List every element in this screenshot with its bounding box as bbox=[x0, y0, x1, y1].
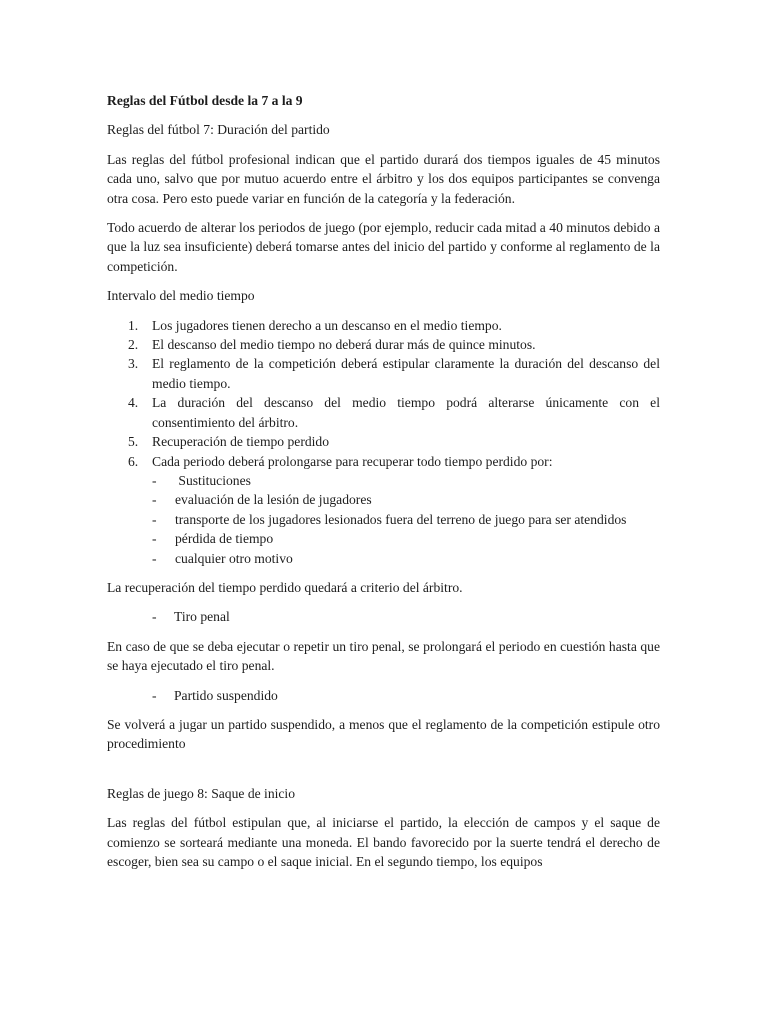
section-7-paragraph-4: En caso de que se deba ejecutar o repetir un tiro penal, se prolongará el periodo en cuestión hasta que se haya ejecutado el tiro penal. bbox=[107, 638, 660, 674]
dash-bullet: - bbox=[152, 472, 157, 488]
list-item-text: El reglamento de la competición deberá estipular claramente la duración del descanso del medio tiempo. bbox=[152, 356, 660, 391]
list-item-text: Cada periodo deberá prolongarse para recuperar todo tiempo perdido por: bbox=[152, 453, 553, 469]
dash-bullet: - bbox=[152, 550, 157, 566]
list-item-text: La duración del descanso del medio tiempo podrá alterarse únicamente con el consentimiento del árbitro. bbox=[152, 395, 660, 430]
section-7-paragraph-1: Las reglas del fútbol profesional indican que el partido durará dos tiempos iguales de 45 minutos cada uno, salvo que por mutuo acuerdo entre el árbitro y los dos equipos participantes se convenga otra cosa. Pero esto puede variar en función de la categoría y la federación. bbox=[107, 151, 660, 206]
sublist-item bbox=[152, 510, 660, 529]
section-8-heading: Reglas de juego 8: Saque de inicio bbox=[107, 785, 296, 801]
penalty-item bbox=[107, 607, 660, 626]
list-item bbox=[128, 335, 660, 354]
dash-bullet: - bbox=[152, 511, 157, 527]
interval-rules-list bbox=[107, 316, 660, 568]
dash-bullet: - bbox=[152, 531, 157, 547]
section-7-paragraph-2: Todo acuerdo de alterar los periodos de juego (por ejemplo, reducir cada mitad a 40 minutos debido a que la luz sea insuficiente) deberá tomarse antes del inicio del partido y conforme al reglamento de la competición. bbox=[107, 220, 660, 274]
dash-bullet: - bbox=[152, 609, 157, 625]
penalty-item-text: Tiro penal bbox=[174, 609, 230, 625]
list-number: 1. bbox=[128, 317, 139, 333]
list-number: 2. bbox=[128, 337, 139, 353]
list-item bbox=[128, 432, 660, 451]
list-item bbox=[128, 393, 660, 432]
list-number: 4. bbox=[128, 395, 139, 411]
sublist-item-text: pérdida de tiempo bbox=[175, 531, 274, 547]
sublist-item bbox=[152, 490, 660, 509]
sublist-item-text: transporte de los jugadores lesionados fuera del terreno de juego para ser atendidos bbox=[175, 511, 627, 527]
section-7-paragraph-3: La recuperación del tiempo perdido quedará a criterio del árbitro. bbox=[107, 579, 463, 595]
list-item-text: Recuperación de tiempo perdido bbox=[152, 434, 330, 450]
list-item bbox=[128, 316, 660, 335]
list-item bbox=[128, 452, 660, 568]
section-8-paragraph-1: Las reglas del fútbol estipulan que, al iniciarse el partido, la elección de campos y el saque de comienzo se sorteará mediante una moneda. El bando favorecido por la suerte tendrá el derecho de escoger, bien sea su campo o el saque inicial. En el segundo tiempo, los equipos bbox=[107, 815, 660, 869]
interval-heading: Intervalo del medio tiempo bbox=[107, 288, 255, 304]
section-7-paragraph-5: Se volverá a jugar un partido suspendido, a menos que el reglamento de la competición estipule otro procedimiento bbox=[107, 716, 660, 752]
suspended-item bbox=[107, 686, 660, 705]
list-item-text: Los jugadores tienen derecho a un descanso en el medio tiempo. bbox=[152, 317, 502, 333]
document-title: Reglas del Fútbol desde la 7 a la 9 bbox=[107, 93, 303, 108]
sublist-item-text: evaluación de la lesión de jugadores bbox=[175, 492, 372, 508]
lost-time-sublist bbox=[152, 471, 660, 568]
list-item-text: El descanso del medio tiempo no deberá durar más de quince minutos. bbox=[152, 337, 536, 353]
sublist-item bbox=[152, 549, 660, 568]
suspended-item-text: Partido suspendido bbox=[174, 687, 278, 703]
list-item bbox=[128, 354, 660, 393]
sublist-item bbox=[152, 529, 660, 548]
sublist-item-text: Sustituciones bbox=[175, 472, 251, 488]
list-number: 3. bbox=[128, 356, 139, 372]
list-number: 5. bbox=[128, 434, 139, 450]
sublist-item bbox=[152, 471, 660, 490]
sublist-item-text: cualquier otro motivo bbox=[175, 550, 293, 566]
list-number: 6. bbox=[128, 453, 139, 469]
dash-bullet: - bbox=[152, 687, 157, 703]
dash-bullet: - bbox=[152, 492, 157, 508]
section-7-heading: Reglas del fútbol 7: Duración del partido bbox=[107, 122, 330, 138]
